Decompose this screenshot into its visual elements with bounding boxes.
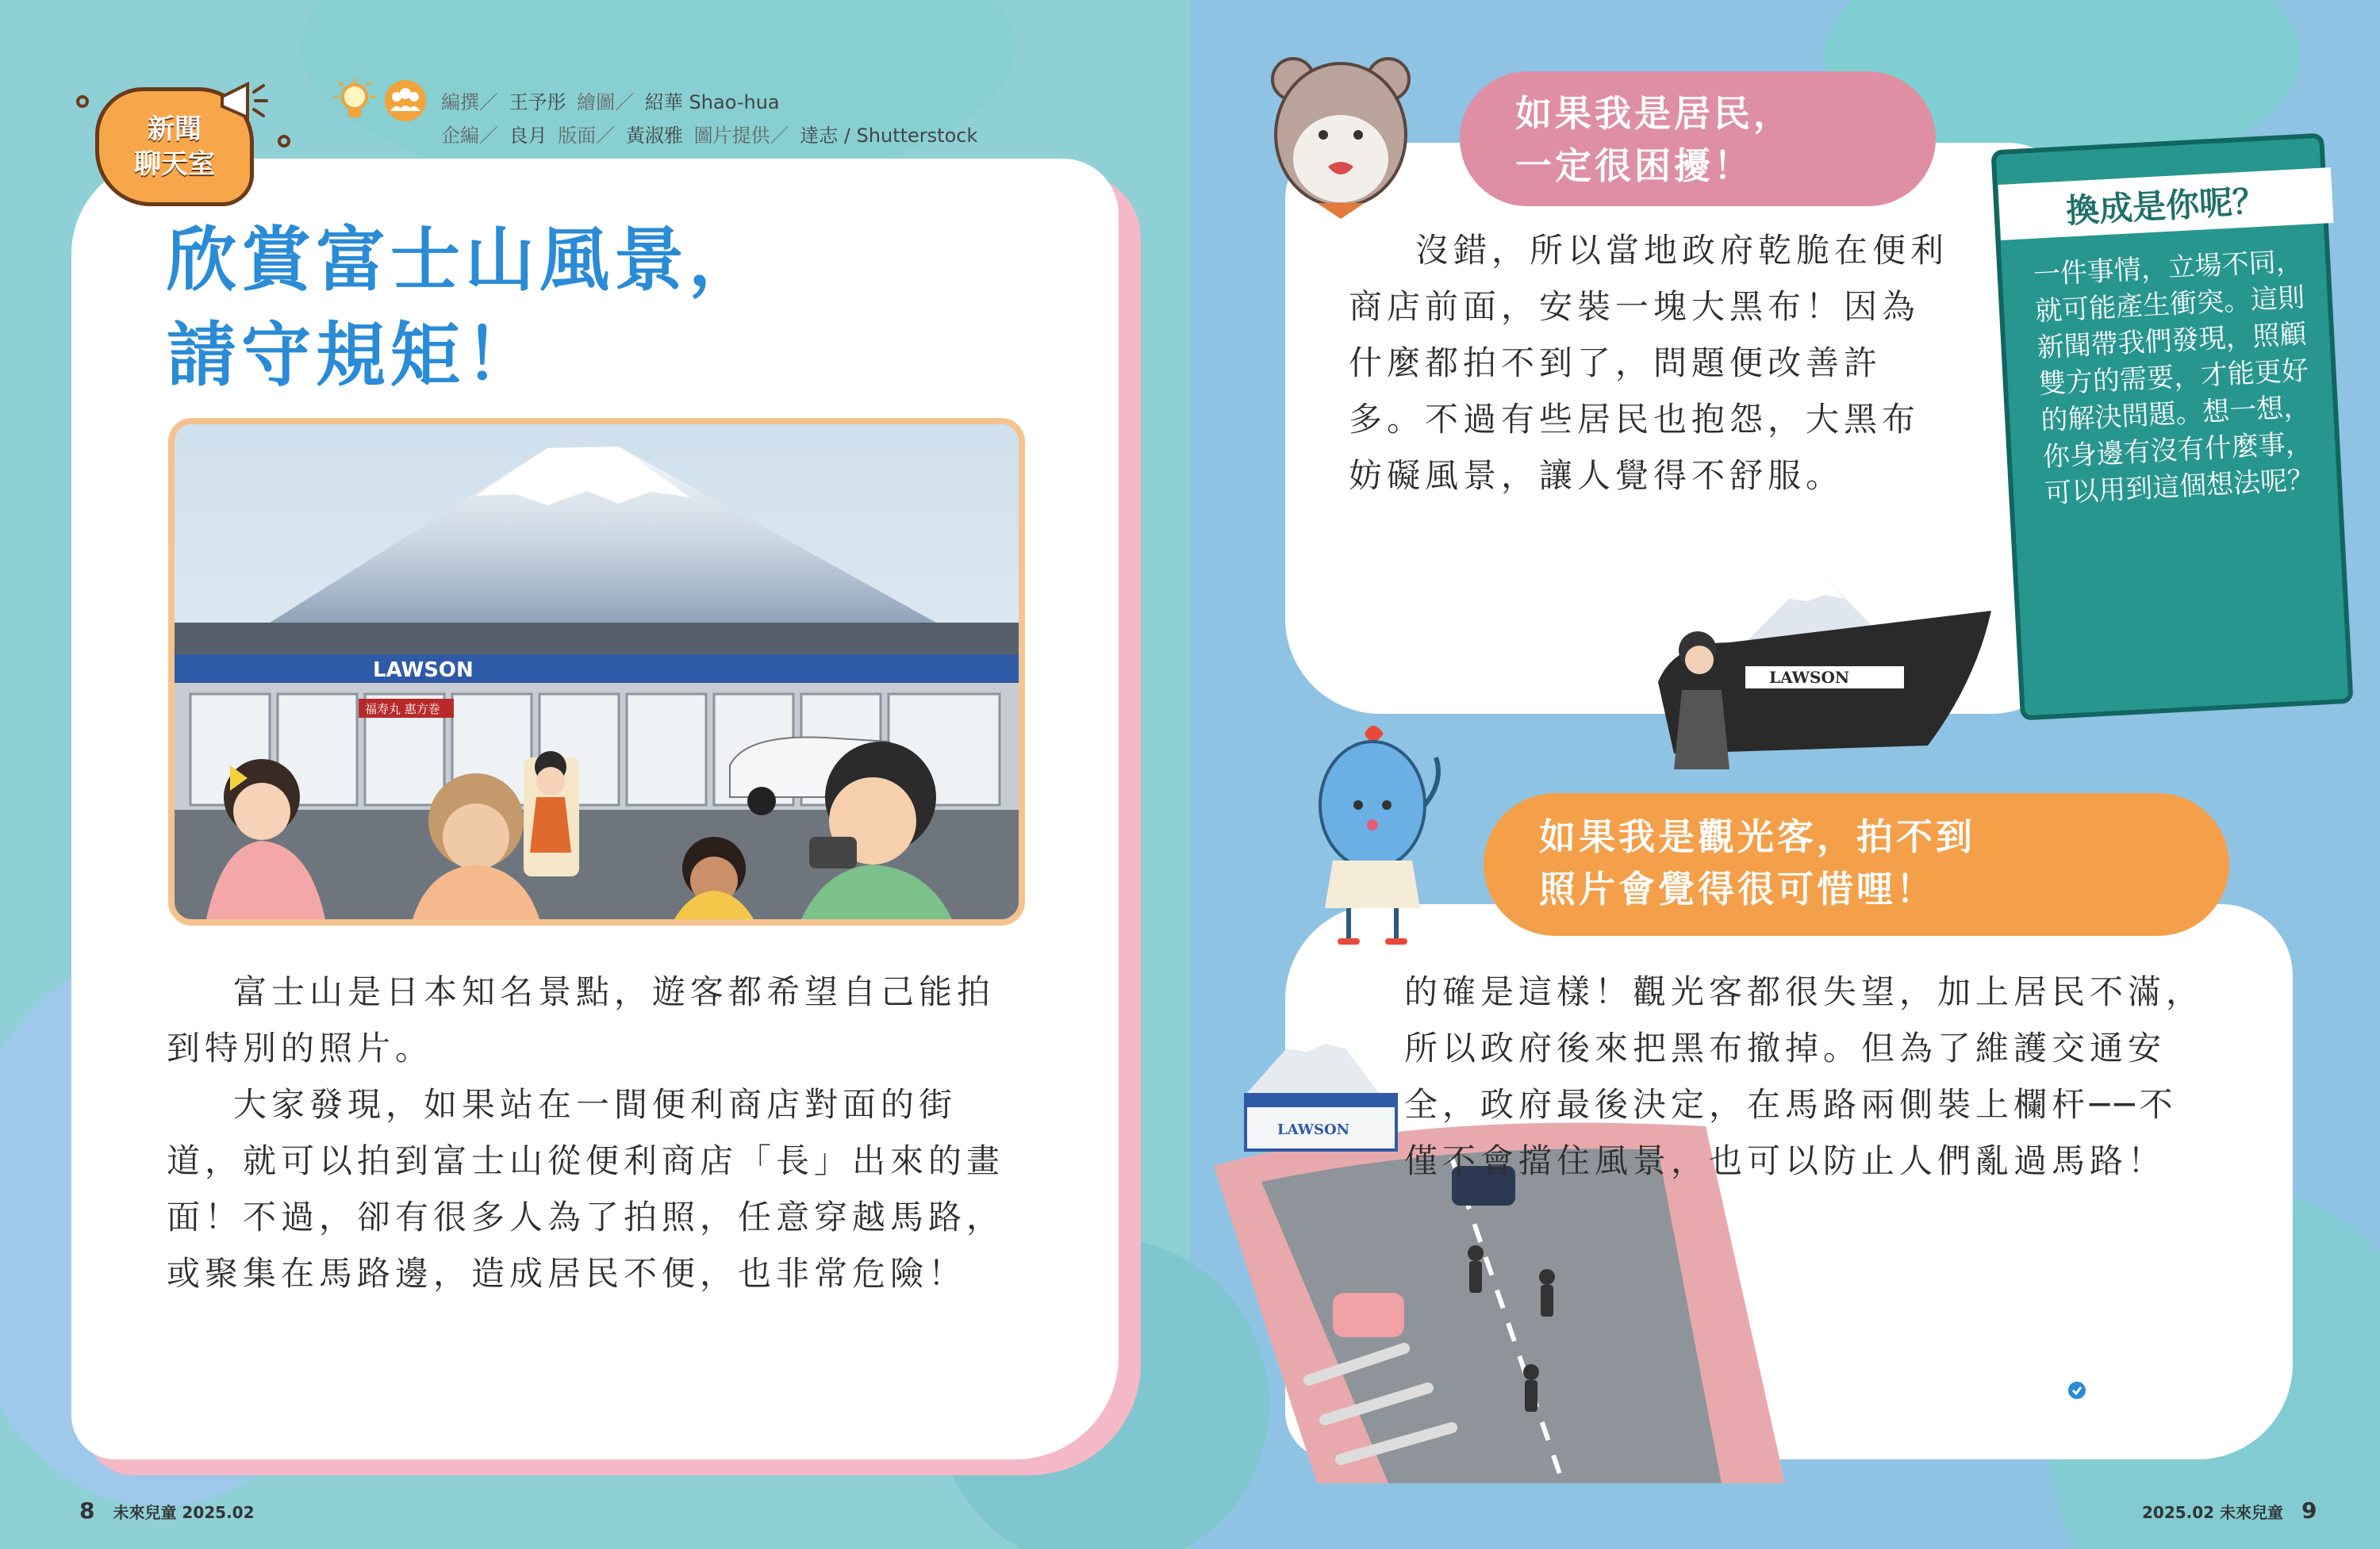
think-box-text: 一件事情，立場不同，就可能產生衝突。這則新聞帶我們發現，照顧雙方的需要，才能更好的解決問題。想一想，你身邊有沒有什麼事，可以用到這個想法呢？ [2032,245,2316,510]
tourist-character-icon [1285,718,1460,948]
right-bottom-body-text [1404,964,2205,1189]
decoration-ring [278,135,290,148]
right-top-paragraph: 沒錯，所以當地政府乾脆在便利商店前面，安裝一塊大黑布！因為什麼都拍不到了，問題便改善許多。不過有些居民也抱怨，大黑布妨礙風景，讓人覺得不舒服。 [1349,231,1949,495]
photo-store-sign: LAWSON [373,658,474,682]
credit-label: 編撰／ [441,91,498,113]
page-number-left: 8 [79,1497,95,1524]
credits-row-2 [441,119,982,152]
resident-speech-bubble [1460,71,1936,206]
credit-value: 達志 / Shutterstock [800,125,978,147]
end-mark-icon [2067,1380,2087,1401]
megaphone-icon [216,73,271,128]
photo-shop-sign: 福寿丸 惠方巻 [365,702,440,716]
left-body-text [167,964,1027,1302]
bubble-line-2: 一定很困擾！ [1515,144,1753,187]
title-line-1: 欣賞富士山風景， [167,219,764,301]
tourist-speech-bubble [1484,793,2229,936]
page-number-right: 9 [2301,1497,2317,1524]
decoration-ring [76,95,89,108]
credit-value: 黃淑雅 [625,125,683,147]
footer-right [2142,1497,2317,1524]
bubble-line-2: 照片會覺得很可惜哩！ [1539,868,1936,911]
badge-line1: 新聞 [148,113,202,145]
credit-icons [332,78,428,124]
badge-line2: 聊天室 [134,148,215,180]
lightbulb-icon [332,78,378,124]
footer-left-text: 未來兒童 2025.02 [113,1503,255,1522]
bubble-line-1: 如果我是居民， [1515,92,1793,135]
credit-label: 繪圖／ [577,91,635,113]
think-box-title: 換成是你呢？ [1998,167,2333,240]
black-cloth-illustration [1626,555,1999,769]
footer-right-text: 2025.02 未來兒童 [2142,1503,2284,1522]
credits-row-1 [441,86,982,119]
credit-value: 良月 [509,125,547,147]
credit-value: 王予彤 [509,91,566,113]
footer-left [79,1497,255,1524]
left-paragraph-1: 富士山是日本知名景點，遊客都希望自己能拍到特別的照片。 [167,972,996,1068]
photo-illustration [175,424,1019,919]
title-line-2: 請守規矩！ [167,314,540,396]
credit-value: 紹華 Shao-hua [644,91,780,113]
credit-label: 企編／ [441,125,498,147]
credit-label: 版面／ [558,125,616,147]
article-title [167,213,763,403]
illustration-sign: LAWSON [1769,668,1850,687]
credit-label: 圖片提供／ [693,125,789,147]
credits [441,86,982,152]
illustration-sign: LAWSON [1277,1121,1350,1138]
left-paragraph-2: 大家發現，如果站在一間便利商店對面的街道，就可以拍到富士山從便利商店「長」出來的畫面！不過，卻有很多人為了拍照，任意穿越馬路，或聚集在馬路邊，造成居民不便，也非常危險！ [167,1085,1005,1293]
right-top-body-text [1349,222,1952,504]
group-people-icon [382,78,428,124]
right-bottom-paragraph: 的確是這樣！觀光客都很失望，加上居民不滿，所以政府後來把黑布撤掉。但為了維護交通安全，政府最後決定，在馬路兩側裝上欄杆──不僅不會擋住風景，也可以防止人們亂過馬路！ [1404,972,2205,1180]
bubble-line-1: 如果我是觀光客，拍不到 [1539,815,1975,858]
resident-character-icon [1261,48,1420,222]
photo-fuji-lawson [168,418,1025,926]
